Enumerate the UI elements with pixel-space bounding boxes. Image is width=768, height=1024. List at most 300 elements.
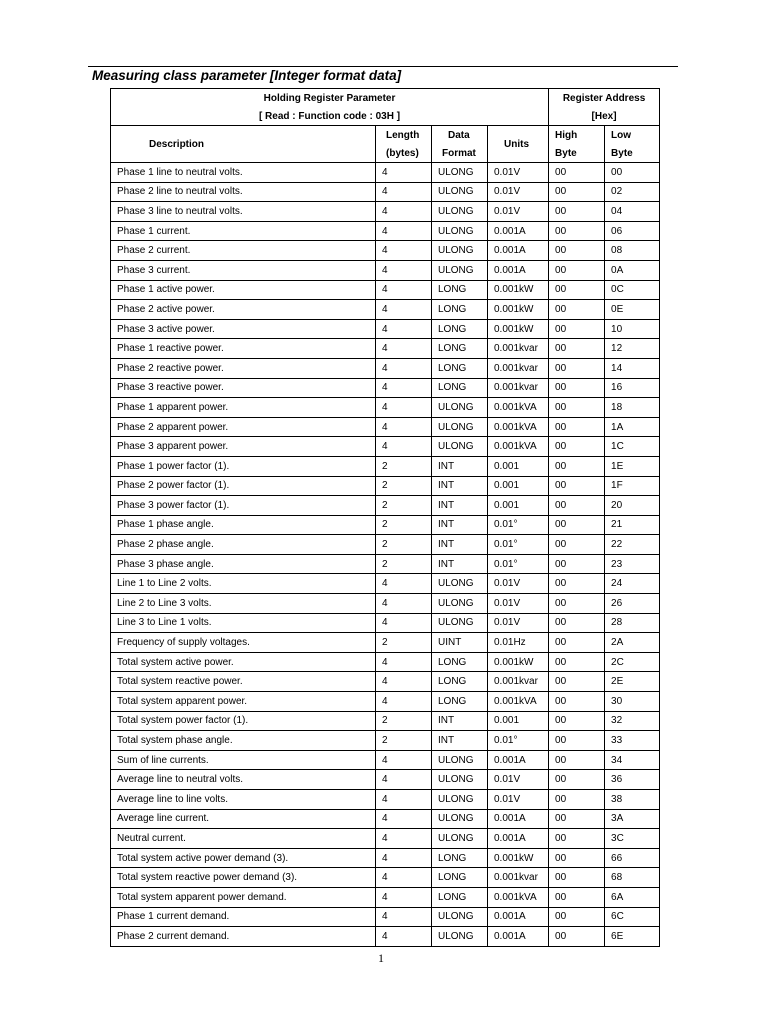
cell-format: ULONG	[432, 221, 488, 241]
cell-format: LONG	[432, 300, 488, 320]
cell-low: 2C	[605, 652, 660, 672]
cell-low: 3A	[605, 809, 660, 829]
cell-units: 0.001kvar	[488, 868, 549, 888]
cell-high: 00	[549, 163, 605, 183]
table-row	[111, 907, 660, 927]
cell-units: 0.001kvar	[488, 358, 549, 378]
cell-high: 00	[549, 652, 605, 672]
cell-low: 00	[605, 163, 660, 183]
cell-low: 24	[605, 574, 660, 594]
cell-description: Total system power factor (1).	[111, 711, 376, 731]
cell-high: 00	[549, 378, 605, 398]
cell-units: 0.01°	[488, 554, 549, 574]
table-row	[111, 260, 660, 280]
table-row	[111, 378, 660, 398]
cell-format: INT	[432, 535, 488, 555]
cell-format: LONG	[432, 280, 488, 300]
cell-low: 23	[605, 554, 660, 574]
table-body	[111, 163, 660, 947]
cell-units: 0.001	[488, 496, 549, 516]
cell-format: UINT	[432, 633, 488, 653]
cell-low: 14	[605, 358, 660, 378]
cell-description: Phase 1 power factor (1).	[111, 456, 376, 476]
units-column-header: Units	[488, 126, 549, 163]
cell-format: LONG	[432, 652, 488, 672]
cell-units: 0.001kW	[488, 848, 549, 868]
cell-high: 00	[549, 358, 605, 378]
table-row	[111, 829, 660, 849]
cell-low: 2E	[605, 672, 660, 692]
cell-description: Total system active power.	[111, 652, 376, 672]
table-row	[111, 868, 660, 888]
cell-high: 00	[549, 202, 605, 222]
cell-length: 4	[376, 887, 432, 907]
cell-high: 00	[549, 535, 605, 555]
cell-length: 4	[376, 692, 432, 712]
table-row	[111, 163, 660, 183]
cell-length: 4	[376, 848, 432, 868]
cell-low: 12	[605, 339, 660, 359]
cell-description: Total system phase angle.	[111, 731, 376, 751]
cell-format: LONG	[432, 358, 488, 378]
cell-high: 00	[549, 927, 605, 947]
title-rule	[88, 66, 678, 67]
cell-length: 4	[376, 202, 432, 222]
cell-length: 4	[376, 437, 432, 457]
table-row	[111, 594, 660, 614]
cell-format: ULONG	[432, 260, 488, 280]
page-number: 1	[378, 951, 384, 965]
holding-register-heading: Holding Register Parameter	[111, 89, 549, 108]
cell-length: 4	[376, 358, 432, 378]
cell-description: Phase 1 phase angle.	[111, 515, 376, 535]
table-row	[111, 554, 660, 574]
table-row	[111, 613, 660, 633]
high-byte-column-header: High	[549, 126, 605, 145]
cell-units: 0.01V	[488, 182, 549, 202]
cell-format: INT	[432, 731, 488, 751]
cell-units: 0.001kVA	[488, 437, 549, 457]
cell-units: 0.001kvar	[488, 378, 549, 398]
cell-format: ULONG	[432, 613, 488, 633]
cell-high: 00	[549, 496, 605, 516]
cell-low: 26	[605, 594, 660, 614]
cell-high: 00	[549, 711, 605, 731]
cell-format: ULONG	[432, 163, 488, 183]
cell-low: 36	[605, 770, 660, 790]
cell-format: INT	[432, 711, 488, 731]
cell-description: Average line current.	[111, 809, 376, 829]
cell-length: 4	[376, 907, 432, 927]
cell-length: 4	[376, 770, 432, 790]
table-row	[111, 476, 660, 496]
cell-length: 4	[376, 750, 432, 770]
cell-high: 00	[549, 280, 605, 300]
cell-format: ULONG	[432, 437, 488, 457]
table-row	[111, 633, 660, 653]
high-byte-label: Byte	[549, 144, 605, 163]
cell-low: 3C	[605, 829, 660, 849]
cell-length: 4	[376, 241, 432, 261]
cell-units: 0.01V	[488, 594, 549, 614]
cell-units: 0.01V	[488, 790, 549, 810]
cell-description: Phase 3 line to neutral volts.	[111, 202, 376, 222]
cell-low: 06	[605, 221, 660, 241]
cell-low: 30	[605, 692, 660, 712]
cell-low: 0A	[605, 260, 660, 280]
table-row	[111, 672, 660, 692]
table-row	[111, 809, 660, 829]
cell-units: 0.001kvar	[488, 339, 549, 359]
cell-units: 0.001A	[488, 927, 549, 947]
cell-description: Phase 2 line to neutral volts.	[111, 182, 376, 202]
cell-format: ULONG	[432, 417, 488, 437]
table-row	[111, 927, 660, 947]
cell-format: ULONG	[432, 790, 488, 810]
cell-high: 00	[549, 770, 605, 790]
cell-description: Total system active power demand (3).	[111, 848, 376, 868]
cell-units: 0.01°	[488, 731, 549, 751]
cell-length: 4	[376, 790, 432, 810]
cell-low: 68	[605, 868, 660, 888]
cell-units: 0.001kVA	[488, 887, 549, 907]
cell-description: Line 1 to Line 2 volts.	[111, 574, 376, 594]
cell-low: 34	[605, 750, 660, 770]
cell-units: 0.01V	[488, 163, 549, 183]
cell-description: Phase 2 apparent power.	[111, 417, 376, 437]
cell-high: 00	[549, 515, 605, 535]
cell-high: 00	[549, 750, 605, 770]
cell-length: 4	[376, 927, 432, 947]
cell-length: 2	[376, 633, 432, 653]
cell-high: 00	[549, 848, 605, 868]
cell-length: 4	[376, 417, 432, 437]
table-row	[111, 711, 660, 731]
cell-length: 4	[376, 398, 432, 418]
table-row	[111, 692, 660, 712]
table-row	[111, 652, 660, 672]
table-row	[111, 574, 660, 594]
cell-high: 00	[549, 417, 605, 437]
cell-units: 0.001kW	[488, 300, 549, 320]
table-row	[111, 456, 660, 476]
cell-length: 4	[376, 163, 432, 183]
cell-format: ULONG	[432, 907, 488, 927]
cell-low: 02	[605, 182, 660, 202]
table-row	[111, 887, 660, 907]
cell-format: ULONG	[432, 182, 488, 202]
cell-units: 0.001A	[488, 907, 549, 927]
cell-low: 6C	[605, 907, 660, 927]
table-row	[111, 182, 660, 202]
cell-low: 04	[605, 202, 660, 222]
low-byte-column-header: Low	[605, 126, 660, 145]
cell-description: Phase 3 current.	[111, 260, 376, 280]
cell-length: 2	[376, 515, 432, 535]
cell-format: ULONG	[432, 594, 488, 614]
cell-units: 0.01V	[488, 613, 549, 633]
table-row	[111, 339, 660, 359]
register-address-heading: Register Address	[549, 89, 660, 108]
cell-description: Phase 3 power factor (1).	[111, 496, 376, 516]
cell-format: LONG	[432, 378, 488, 398]
cell-length: 4	[376, 221, 432, 241]
cell-length: 4	[376, 672, 432, 692]
cell-length: 4	[376, 594, 432, 614]
cell-length: 2	[376, 476, 432, 496]
cell-high: 00	[549, 456, 605, 476]
cell-length: 4	[376, 280, 432, 300]
cell-high: 00	[549, 613, 605, 633]
cell-units: 0.01V	[488, 574, 549, 594]
cell-units: 0.001A	[488, 809, 549, 829]
cell-low: 1A	[605, 417, 660, 437]
cell-high: 00	[549, 907, 605, 927]
cell-units: 0.001kW	[488, 280, 549, 300]
cell-format: ULONG	[432, 202, 488, 222]
cell-high: 00	[549, 829, 605, 849]
cell-units: 0.01°	[488, 515, 549, 535]
cell-description: Line 2 to Line 3 volts.	[111, 594, 376, 614]
cell-format: ULONG	[432, 750, 488, 770]
table-row	[111, 750, 660, 770]
table-row	[111, 221, 660, 241]
cell-format: INT	[432, 515, 488, 535]
cell-length: 4	[376, 652, 432, 672]
cell-units: 0.001kVA	[488, 417, 549, 437]
cell-units: 0.001A	[488, 750, 549, 770]
format-label: Format	[432, 144, 488, 163]
table-row	[111, 535, 660, 555]
cell-units: 0.001A	[488, 829, 549, 849]
cell-format: LONG	[432, 672, 488, 692]
table-row	[111, 790, 660, 810]
register-table	[110, 88, 660, 947]
cell-high: 00	[549, 241, 605, 261]
cell-high: 00	[549, 554, 605, 574]
cell-low: 66	[605, 848, 660, 868]
cell-description: Phase 2 power factor (1).	[111, 476, 376, 496]
table-row	[111, 358, 660, 378]
cell-format: ULONG	[432, 829, 488, 849]
cell-units: 0.01°	[488, 535, 549, 555]
cell-description: Phase 2 active power.	[111, 300, 376, 320]
table-row	[111, 319, 660, 339]
cell-units: 0.01V	[488, 770, 549, 790]
cell-description: Phase 1 current.	[111, 221, 376, 241]
cell-description: Neutral current.	[111, 829, 376, 849]
length-column-header: Length	[376, 126, 432, 145]
cell-format: LONG	[432, 692, 488, 712]
cell-length: 2	[376, 554, 432, 574]
length-unit-label: (bytes)	[376, 144, 432, 163]
cell-high: 00	[549, 887, 605, 907]
cell-high: 00	[549, 809, 605, 829]
cell-description: Sum of line currents.	[111, 750, 376, 770]
cell-high: 00	[549, 339, 605, 359]
cell-description: Phase 2 current demand.	[111, 927, 376, 947]
cell-description: Phase 3 active power.	[111, 319, 376, 339]
cell-length: 4	[376, 260, 432, 280]
cell-high: 00	[549, 437, 605, 457]
cell-description: Phase 2 reactive power.	[111, 358, 376, 378]
cell-format: ULONG	[432, 398, 488, 418]
cell-low: 33	[605, 731, 660, 751]
format-column-header: Data	[432, 126, 488, 145]
cell-length: 4	[376, 574, 432, 594]
table-row	[111, 437, 660, 457]
cell-format: ULONG	[432, 770, 488, 790]
cell-description: Line 3 to Line 1 volts.	[111, 613, 376, 633]
table-row	[111, 515, 660, 535]
cell-low: 1C	[605, 437, 660, 457]
cell-units: 0.001	[488, 476, 549, 496]
cell-units: 0.001kW	[488, 319, 549, 339]
cell-description: Phase 1 line to neutral volts.	[111, 163, 376, 183]
cell-low: 1E	[605, 456, 660, 476]
cell-high: 00	[549, 260, 605, 280]
cell-description: Total system reactive power demand (3).	[111, 868, 376, 888]
cell-length: 4	[376, 319, 432, 339]
cell-format: INT	[432, 456, 488, 476]
cell-low: 6A	[605, 887, 660, 907]
hex-heading: [Hex]	[549, 107, 660, 126]
cell-low: 38	[605, 790, 660, 810]
cell-length: 4	[376, 868, 432, 888]
table-row	[111, 300, 660, 320]
cell-units: 0.001	[488, 711, 549, 731]
cell-length: 2	[376, 731, 432, 751]
cell-description: Average line to neutral volts.	[111, 770, 376, 790]
cell-format: INT	[432, 554, 488, 574]
cell-description: Phase 3 phase angle.	[111, 554, 376, 574]
cell-units: 0.001	[488, 456, 549, 476]
cell-low: 22	[605, 535, 660, 555]
table-row	[111, 731, 660, 751]
cell-high: 00	[549, 594, 605, 614]
cell-length: 4	[376, 182, 432, 202]
cell-description: Phase 1 apparent power.	[111, 398, 376, 418]
table-row	[111, 848, 660, 868]
cell-description: Phase 2 phase angle.	[111, 535, 376, 555]
cell-low: 20	[605, 496, 660, 516]
cell-description: Phase 1 current demand.	[111, 907, 376, 927]
cell-high: 00	[549, 633, 605, 653]
cell-format: ULONG	[432, 809, 488, 829]
cell-format: LONG	[432, 339, 488, 359]
cell-format: ULONG	[432, 927, 488, 947]
cell-format: LONG	[432, 319, 488, 339]
cell-length: 2	[376, 711, 432, 731]
cell-description: Phase 3 reactive power.	[111, 378, 376, 398]
table-row	[111, 202, 660, 222]
cell-units: 0.001kVA	[488, 398, 549, 418]
cell-high: 00	[549, 398, 605, 418]
cell-length: 4	[376, 339, 432, 359]
table-header	[111, 89, 660, 163]
cell-description: Phase 3 apparent power.	[111, 437, 376, 457]
cell-format: LONG	[432, 868, 488, 888]
function-code-heading: [ Read : Function code : 03H ]	[111, 107, 549, 126]
cell-units: 0.001kvar	[488, 672, 549, 692]
table-row	[111, 280, 660, 300]
cell-description: Phase 1 reactive power.	[111, 339, 376, 359]
cell-high: 00	[549, 692, 605, 712]
cell-low: 16	[605, 378, 660, 398]
table-row	[111, 417, 660, 437]
cell-low: 6E	[605, 927, 660, 947]
cell-units: 0.01Hz	[488, 633, 549, 653]
cell-format: INT	[432, 476, 488, 496]
cell-format: INT	[432, 496, 488, 516]
cell-high: 00	[549, 731, 605, 751]
cell-low: 1F	[605, 476, 660, 496]
table-row	[111, 770, 660, 790]
cell-format: LONG	[432, 848, 488, 868]
cell-low: 08	[605, 241, 660, 261]
cell-units: 0.001A	[488, 241, 549, 261]
cell-length: 2	[376, 535, 432, 555]
cell-description: Total system reactive power.	[111, 672, 376, 692]
page-title: Measuring class parameter [Integer format data]	[92, 68, 402, 83]
cell-high: 00	[549, 672, 605, 692]
cell-low: 32	[605, 711, 660, 731]
cell-units: 0.001kW	[488, 652, 549, 672]
cell-length: 2	[376, 456, 432, 476]
cell-low: 28	[605, 613, 660, 633]
cell-units: 0.01V	[488, 202, 549, 222]
cell-description: Total system apparent power demand.	[111, 887, 376, 907]
description-column-header: Description	[111, 126, 376, 163]
cell-description: Phase 1 active power.	[111, 280, 376, 300]
cell-length: 4	[376, 809, 432, 829]
cell-description: Phase 2 current.	[111, 241, 376, 261]
cell-description: Total system apparent power.	[111, 692, 376, 712]
table-row	[111, 241, 660, 261]
cell-units: 0.001A	[488, 221, 549, 241]
cell-low: 18	[605, 398, 660, 418]
cell-format: ULONG	[432, 241, 488, 261]
cell-high: 00	[549, 182, 605, 202]
cell-high: 00	[549, 868, 605, 888]
cell-low: 0C	[605, 280, 660, 300]
cell-length: 4	[376, 829, 432, 849]
cell-description: Frequency of supply voltages.	[111, 633, 376, 653]
cell-units: 0.001A	[488, 260, 549, 280]
cell-format: ULONG	[432, 574, 488, 594]
cell-length: 4	[376, 300, 432, 320]
cell-format: LONG	[432, 887, 488, 907]
cell-high: 00	[549, 476, 605, 496]
cell-high: 00	[549, 790, 605, 810]
cell-units: 0.001kVA	[488, 692, 549, 712]
cell-low: 0E	[605, 300, 660, 320]
table-row	[111, 496, 660, 516]
cell-high: 00	[549, 300, 605, 320]
cell-high: 00	[549, 574, 605, 594]
cell-length: 4	[376, 378, 432, 398]
cell-high: 00	[549, 221, 605, 241]
cell-low: 10	[605, 319, 660, 339]
cell-description: Average line to line volts.	[111, 790, 376, 810]
cell-high: 00	[549, 319, 605, 339]
cell-low: 2A	[605, 633, 660, 653]
table-row	[111, 398, 660, 418]
cell-low: 21	[605, 515, 660, 535]
low-byte-label: Byte	[605, 144, 660, 163]
cell-length: 4	[376, 613, 432, 633]
cell-length: 2	[376, 496, 432, 516]
